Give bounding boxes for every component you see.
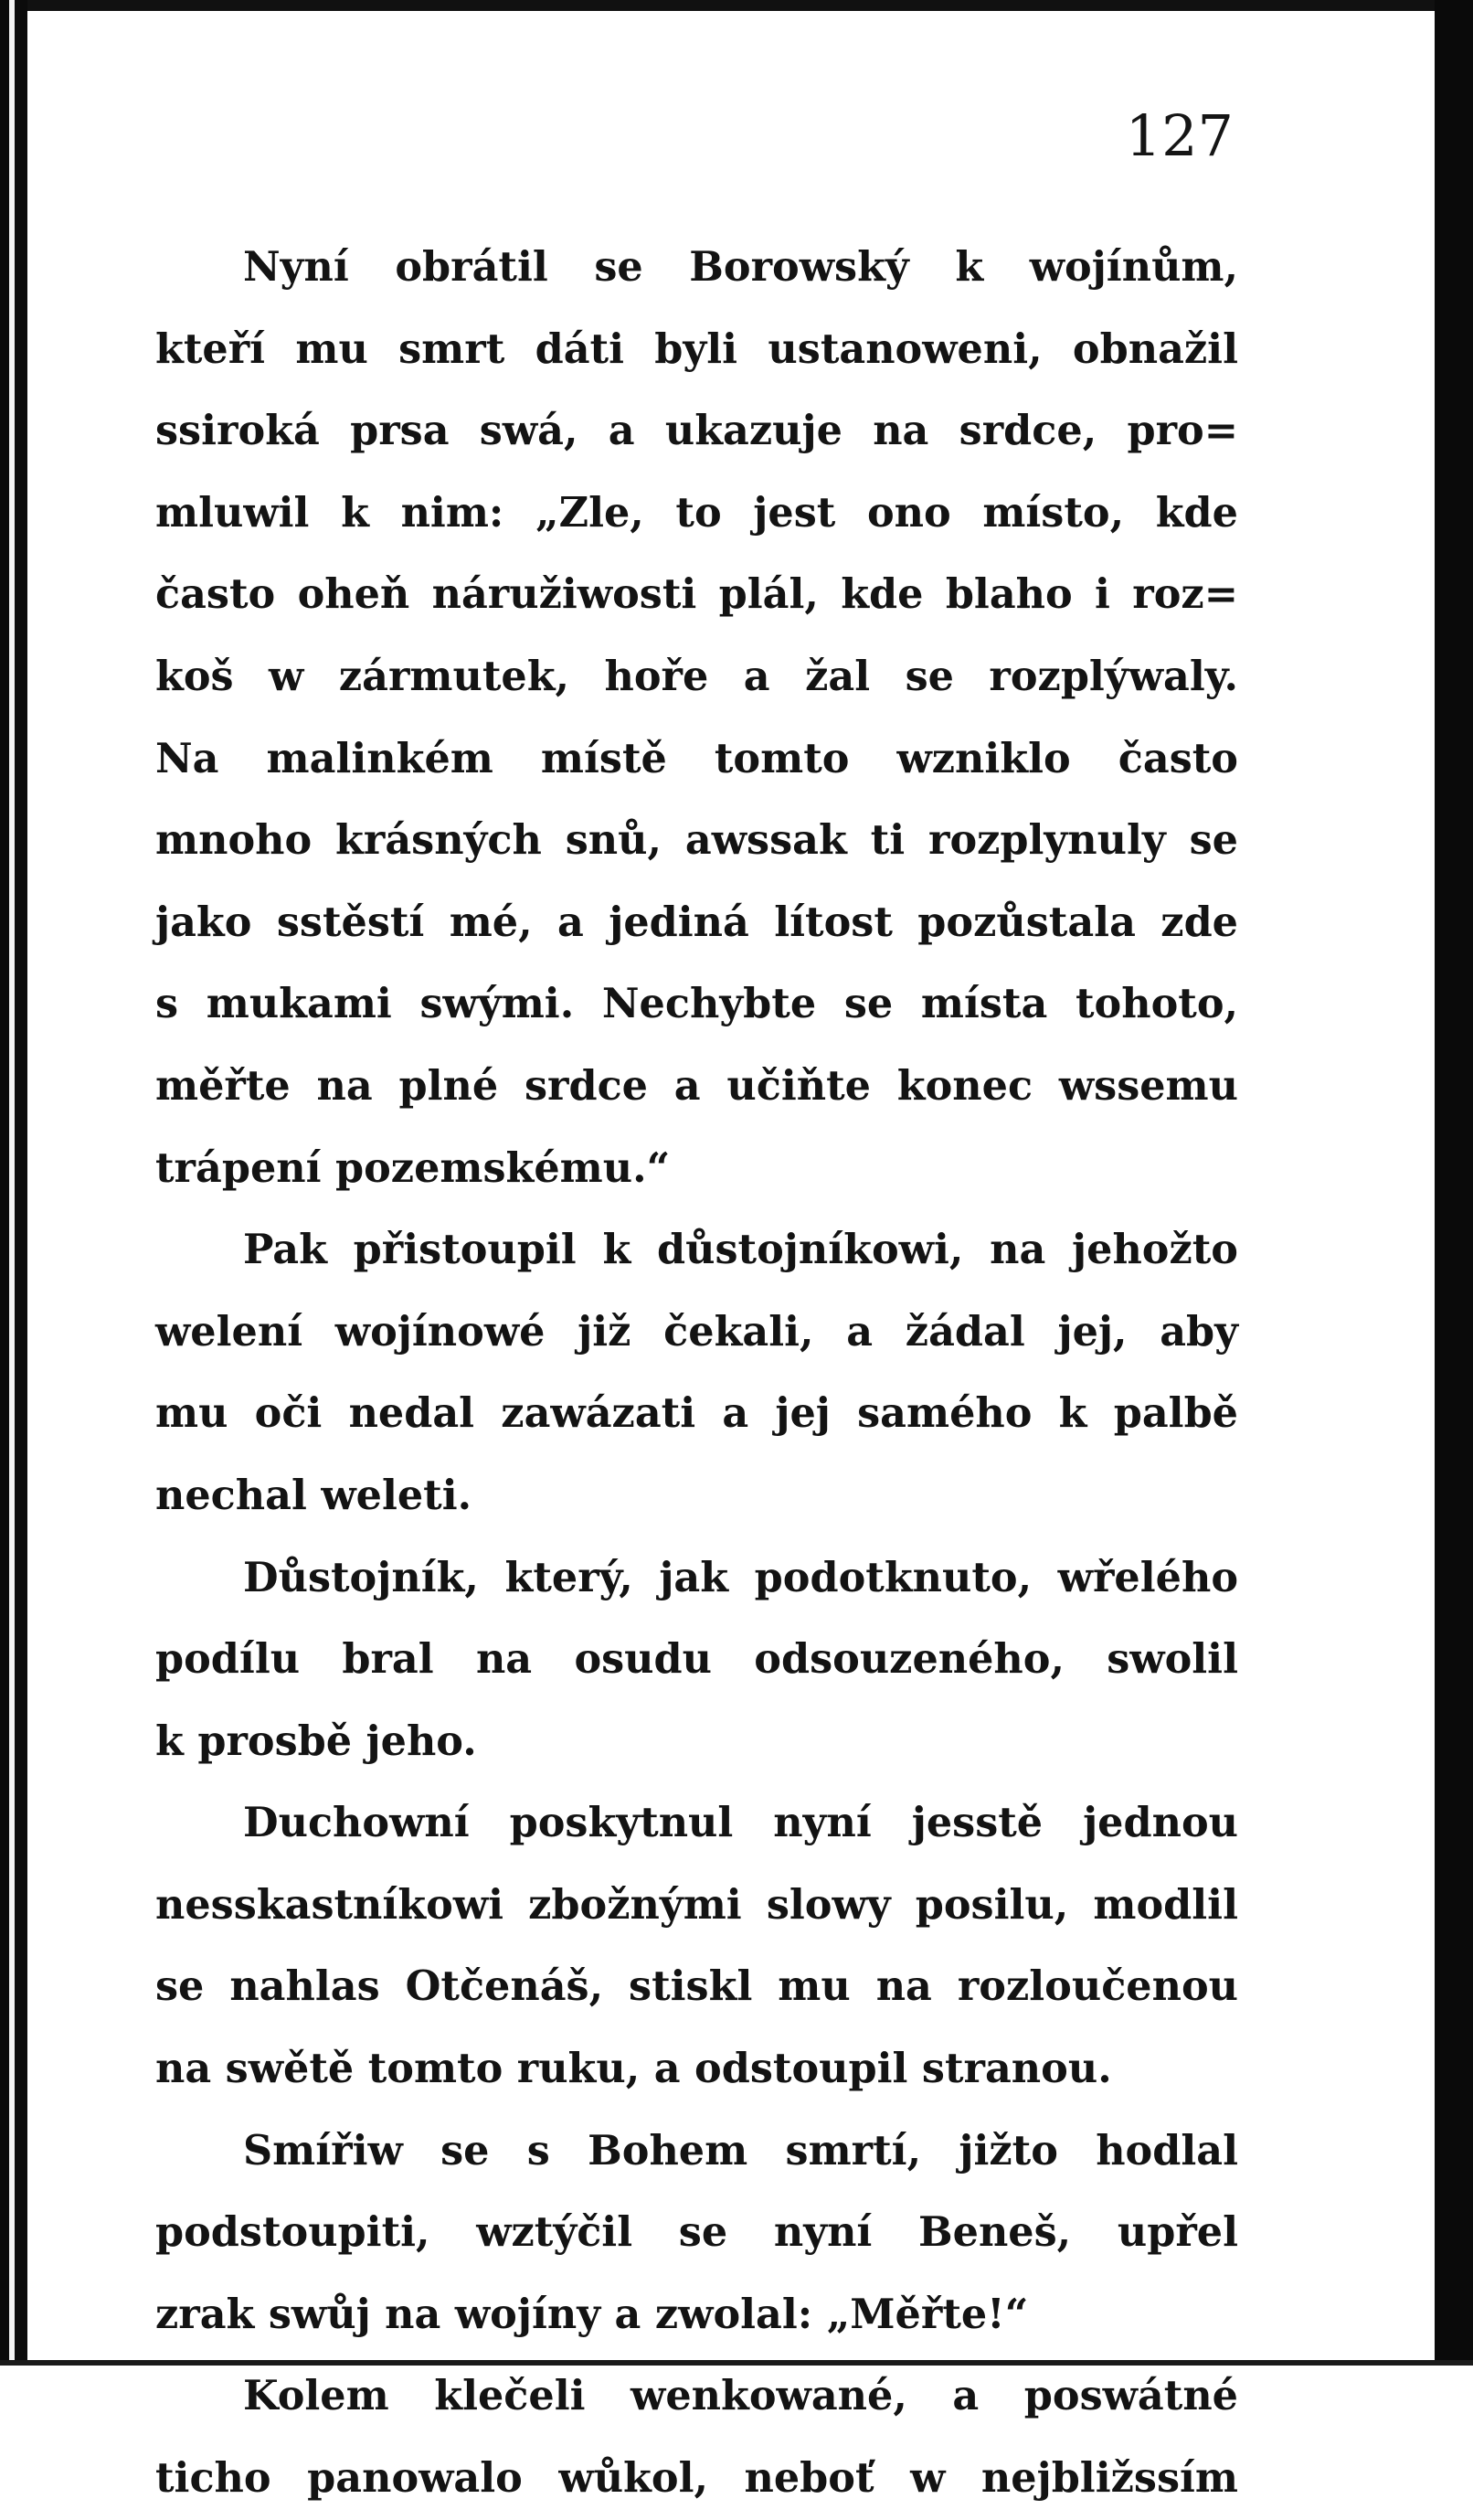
text-line: podílu bral na osudu odsouzeného, swolil xyxy=(155,1635,1238,1684)
text-line: měřte na plné srdce a učiňte konec wssemu xyxy=(155,1061,1238,1110)
text-line: Smířiw se s Bohem smrtí, jižto hodlal xyxy=(243,2126,1238,2174)
text-line: mnoho krásných snů, awssak ti rozplynuly se xyxy=(155,816,1238,865)
body-text xyxy=(155,227,1238,2520)
text-line: Na malinkém místě tomto wzniklo často xyxy=(155,734,1238,782)
text-line: mluwil k nim: „Zle, to jest ono místo, kde xyxy=(155,488,1238,537)
scan-edge-top xyxy=(0,0,1473,11)
scan-edge-right xyxy=(1435,0,1473,2366)
text-line: Nyní obrátil se Borowský k wojínům, xyxy=(243,243,1238,291)
text-line: Důstojník, který, jak podotknuto, wřelého xyxy=(243,1553,1238,1601)
text-line: s mukami swými. Nechybte se místa tohoto, xyxy=(155,980,1238,1028)
page-number: 127 xyxy=(1125,102,1234,169)
text-line: ticho panowalo wůkol, neboť w nejbližssím xyxy=(155,2454,1238,2503)
text-line: často oheň náružiwosti plál, kde blaho i roz= xyxy=(155,570,1238,619)
text-line: zrak swůj na wojíny a zwolal: „Měřte!“ xyxy=(155,2290,1029,2338)
text-line: koš w zármutek, hoře a žal se rozplýwaly. xyxy=(155,652,1238,700)
text-line: nechal weleti. xyxy=(155,1471,472,1519)
text-line: mu oči nedal zawázati a jej samého k palbě xyxy=(155,1389,1238,1438)
scan-edge-left-gap xyxy=(9,0,15,2366)
text-line: Duchowní poskytnul nyní jesstě jednou xyxy=(243,1799,1238,1847)
text-line: nesskastníkowi zbožnými slowy posilu, modlil xyxy=(155,1880,1238,1929)
text-line: welení wojínowé již čekali, a žádal jej, aby xyxy=(155,1307,1238,1356)
text-line: k prosbě jeho. xyxy=(155,1717,477,1765)
text-line: ssiroká prsa swá, a ukazuje na srdce, pro= xyxy=(155,407,1238,455)
text-line: Kolem klečeli wenkowané, a poswátné xyxy=(243,2372,1238,2420)
text-line: jako sstěstí mé, a jediná lítost pozůstala zde xyxy=(155,898,1238,946)
text-line: Pak přistoupil k důstojníkowi, na jehožto xyxy=(243,1226,1238,1274)
text-line: trápení pozemskému.“ xyxy=(155,1143,671,1192)
text-line: na swětě tomto ruku, a odstoupil stranou. xyxy=(155,2045,1112,2093)
text-line: podstoupiti, wztýčil se nyní Beneš, upřel xyxy=(155,2208,1238,2257)
text-line: kteří mu smrt dáti byli ustanoweni, obnažil xyxy=(155,324,1238,373)
text-line: se nahlas Otčenáš, stiskl mu na rozloučenou xyxy=(155,1962,1238,2011)
